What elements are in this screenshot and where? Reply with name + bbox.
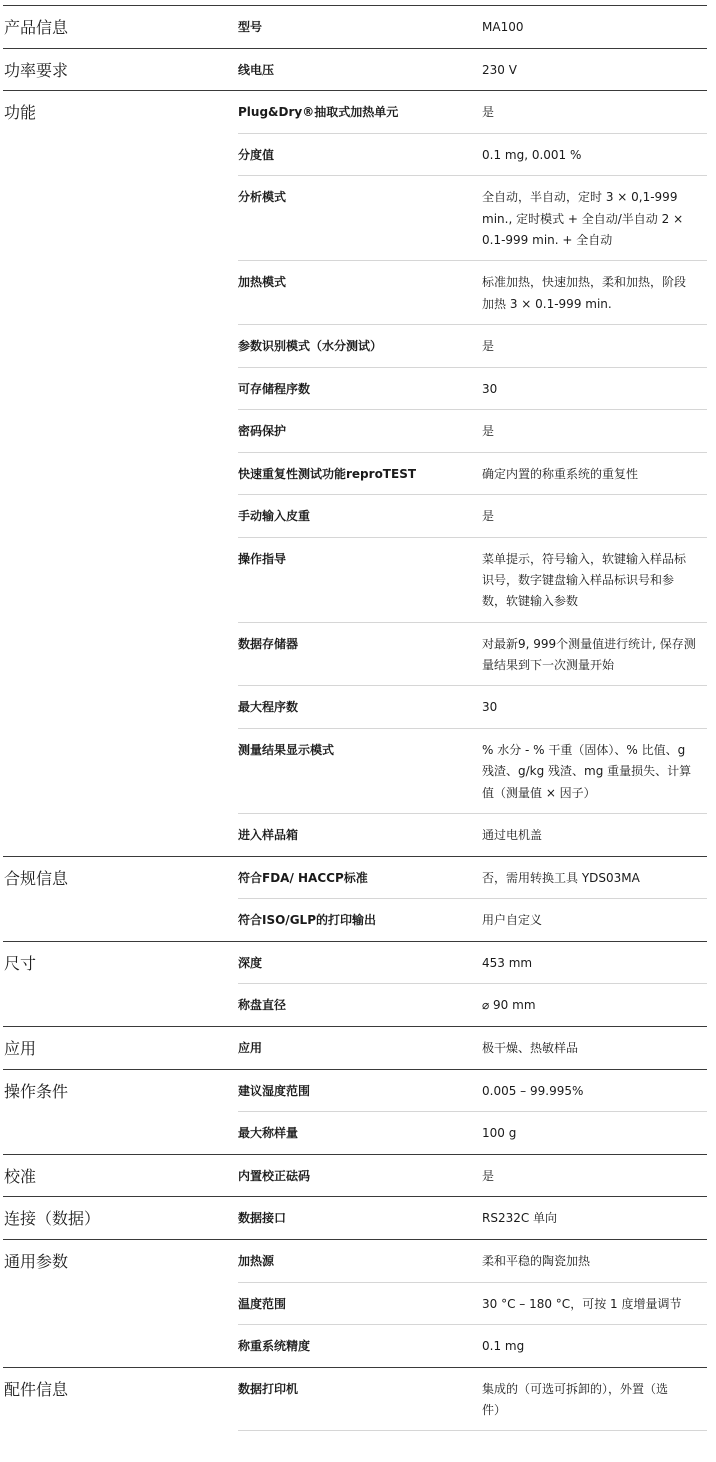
spec-value-line: MA100 bbox=[482, 20, 524, 34]
spec-value bbox=[482, 1294, 706, 1315]
spec-label: 称盘直径 bbox=[238, 998, 287, 1013]
section-title: 尺寸 bbox=[4, 953, 37, 973]
spec-value bbox=[482, 1379, 706, 1422]
spec-value-line: 是 bbox=[482, 105, 495, 120]
spec-value bbox=[482, 1038, 706, 1059]
spec-label: 数据打印机 bbox=[238, 1381, 299, 1396]
spec-value bbox=[482, 740, 706, 804]
spec-value-line: 否，需用转换工具 YDS03MA bbox=[482, 870, 640, 885]
spec-value bbox=[482, 1208, 706, 1229]
row-divider bbox=[238, 494, 707, 495]
spec-value-line: 值（测量值 × 因子） bbox=[482, 785, 596, 800]
row-divider bbox=[238, 324, 707, 325]
spec-value bbox=[482, 549, 706, 613]
spec-value-line: 菜单提示，符号输入，软键输入样品标 bbox=[482, 551, 687, 566]
section-title: 操作条件 bbox=[4, 1081, 69, 1101]
spec-value bbox=[482, 910, 706, 931]
row-divider bbox=[238, 1111, 707, 1112]
spec-label: 参数识别模式（水分测试） bbox=[238, 338, 383, 353]
spec-value bbox=[482, 634, 706, 677]
spec-value-line: 量结果到下一次测量开始 bbox=[482, 658, 615, 673]
spec-value bbox=[482, 464, 706, 485]
spec-label: 数据接口 bbox=[238, 1211, 287, 1226]
spec-label: Plug&Dry®抽取式加热单元 bbox=[238, 105, 399, 120]
section-divider bbox=[3, 1367, 707, 1368]
spec-value-line: 是 bbox=[482, 338, 495, 353]
section-title: 功能 bbox=[4, 103, 37, 123]
spec-value bbox=[482, 1336, 706, 1357]
spec-value bbox=[482, 995, 706, 1016]
section-divider bbox=[3, 941, 707, 942]
row-divider bbox=[238, 1324, 707, 1325]
spec-value-line: 用户自定义 bbox=[482, 913, 543, 928]
section-title: 应用 bbox=[4, 1038, 37, 1058]
spec-label: 加热模式 bbox=[238, 275, 287, 290]
spec-value-line: 残渣、g/kg 残渣、mg 重量损失、计算 bbox=[482, 764, 692, 779]
spec-label: 密码保护 bbox=[238, 424, 287, 439]
section-divider bbox=[3, 5, 707, 6]
spec-value-line: 集成的（可选可拆卸的），外置（选 bbox=[482, 1381, 669, 1396]
section-title: 校准 bbox=[4, 1166, 37, 1186]
spec-value bbox=[482, 145, 706, 166]
section-divider bbox=[3, 1069, 707, 1070]
spec-label: 加热源 bbox=[238, 1253, 275, 1268]
spec-value bbox=[482, 272, 706, 315]
row-divider bbox=[238, 175, 707, 176]
spec-value-line: 数，软键输入参数 bbox=[482, 594, 579, 609]
row-divider bbox=[238, 685, 707, 686]
spec-value bbox=[482, 187, 706, 251]
spec-label: 线电压 bbox=[238, 62, 275, 77]
row-divider bbox=[238, 1430, 707, 1431]
spec-value-line: 100 g bbox=[482, 1126, 517, 1141]
spec-value bbox=[482, 506, 706, 527]
spec-value bbox=[482, 60, 706, 81]
section-divider bbox=[3, 1026, 707, 1027]
spec-value bbox=[482, 825, 706, 846]
spec-value-line: % 水分 - % 干重（固体）、% 比值、g bbox=[482, 743, 686, 757]
row-divider bbox=[238, 260, 707, 261]
section-title: 产品信息 bbox=[4, 18, 69, 37]
spec-value-line: 是 bbox=[482, 1168, 495, 1183]
row-divider bbox=[238, 1282, 707, 1283]
spec-label: 手动输入皮重 bbox=[238, 509, 311, 524]
section-divider bbox=[3, 1196, 707, 1197]
row-divider bbox=[238, 133, 707, 134]
spec-label: 分度值 bbox=[238, 147, 275, 162]
spec-value bbox=[482, 1166, 706, 1187]
spec-value-line: 0.1 mg, 0.001 % bbox=[482, 147, 582, 162]
spec-label: 建议湿度范围 bbox=[238, 1083, 311, 1098]
spec-value bbox=[482, 102, 706, 123]
spec-value-line: 0.005 – 99.995% bbox=[482, 1083, 584, 1098]
spec-value-line: 件） bbox=[482, 1402, 507, 1417]
spec-value-line: 30 bbox=[482, 700, 498, 715]
spec-value bbox=[482, 953, 706, 974]
spec-label: 符合FDA/ HACCP标准 bbox=[238, 870, 368, 885]
section-title: 通用参数 bbox=[4, 1251, 69, 1271]
spec-value bbox=[482, 336, 706, 357]
spec-label: 可存储程序数 bbox=[238, 381, 311, 396]
row-divider bbox=[238, 813, 707, 814]
spec-value bbox=[482, 379, 706, 400]
spec-label: 最大称样量 bbox=[238, 1126, 299, 1141]
spec-label: 称重系统精度 bbox=[238, 1339, 311, 1354]
spec-value bbox=[482, 868, 706, 889]
section-divider bbox=[3, 90, 707, 91]
spec-label: 分析模式 bbox=[238, 190, 287, 205]
section-divider bbox=[3, 856, 707, 857]
spec-value bbox=[482, 1123, 706, 1144]
section-divider bbox=[3, 1239, 707, 1240]
spec-value-line: RS232C 单向 bbox=[482, 1211, 558, 1226]
section-divider bbox=[3, 1154, 707, 1155]
spec-value-line: min., 定时模式 + 全自动/半自动 2 × bbox=[482, 211, 684, 226]
spec-value-line: 30 bbox=[482, 381, 498, 396]
row-divider bbox=[238, 622, 707, 623]
section-title: 连接（数据） bbox=[4, 1209, 101, 1229]
spec-value-line: 柔和平稳的陶瓷加热 bbox=[482, 1253, 591, 1268]
spec-value-line: 标准加热，快速加热，柔和加热，阶段 bbox=[482, 275, 687, 290]
row-divider bbox=[238, 728, 707, 729]
spec-value bbox=[482, 17, 706, 38]
spec-label: 型号 bbox=[238, 20, 263, 34]
spec-value bbox=[482, 697, 706, 718]
spec-value-line: 是 bbox=[482, 509, 495, 524]
row-divider bbox=[238, 409, 707, 410]
spec-label: 进入样品箱 bbox=[238, 827, 299, 842]
spec-label: 操作指导 bbox=[238, 551, 287, 566]
spec-value-line: 是 bbox=[482, 424, 495, 439]
spec-label: 深度 bbox=[238, 955, 263, 970]
spec-value-line: ⌀ 90 mm bbox=[482, 998, 536, 1013]
spec-label: 测量结果显示模式 bbox=[238, 743, 335, 757]
row-divider bbox=[238, 898, 707, 899]
row-divider bbox=[238, 983, 707, 984]
row-divider bbox=[238, 537, 707, 538]
spec-label: 内置校正砝码 bbox=[238, 1168, 311, 1183]
spec-value-line: 确定内置的称重系统的重复性 bbox=[482, 466, 639, 481]
spec-label: 快速重复性测试功能reproTEST bbox=[238, 466, 417, 481]
spec-value-line: 230 V bbox=[482, 62, 517, 77]
section-divider bbox=[3, 48, 707, 49]
spec-value bbox=[482, 1251, 706, 1272]
spec-value-line: 识号，数字键盘输入样品标识号和参 bbox=[482, 573, 675, 588]
spec-label: 数据存储器 bbox=[238, 636, 299, 651]
spec-value-line: 对最新9, 999个测量值进行统计, 保存测 bbox=[482, 636, 696, 651]
spec-value-line: 全自动，半自动，定时 3 × 0,1-999 bbox=[482, 190, 678, 205]
row-divider bbox=[238, 452, 707, 453]
row-divider bbox=[238, 367, 707, 368]
spec-label: 最大程序数 bbox=[238, 700, 299, 715]
spec-value-line: 453 mm bbox=[482, 955, 533, 970]
spec-value bbox=[482, 1081, 706, 1102]
spec-value bbox=[482, 421, 706, 442]
spec-value-line: 30 °C – 180 °C，可按 1 度增量调节 bbox=[482, 1296, 682, 1311]
spec-value-line: 加热 3 × 0.1-999 min. bbox=[482, 296, 612, 311]
spec-label: 符合ISO/GLP的打印输出 bbox=[238, 913, 376, 928]
section-title: 功率要求 bbox=[4, 60, 69, 80]
section-title: 合规信息 bbox=[4, 868, 69, 888]
spec-label: 应用 bbox=[238, 1040, 263, 1055]
spec-value-line: 0.1 mg bbox=[482, 1339, 525, 1354]
section-title: 配件信息 bbox=[4, 1379, 69, 1399]
spec-label: 温度范围 bbox=[238, 1296, 287, 1311]
spec-value-line: 极干燥、热敏样品 bbox=[482, 1040, 579, 1055]
spec-value-line: 通过电机盖 bbox=[482, 827, 543, 842]
spec-value-line: 0.1-999 min. + 全自动 bbox=[482, 232, 613, 247]
